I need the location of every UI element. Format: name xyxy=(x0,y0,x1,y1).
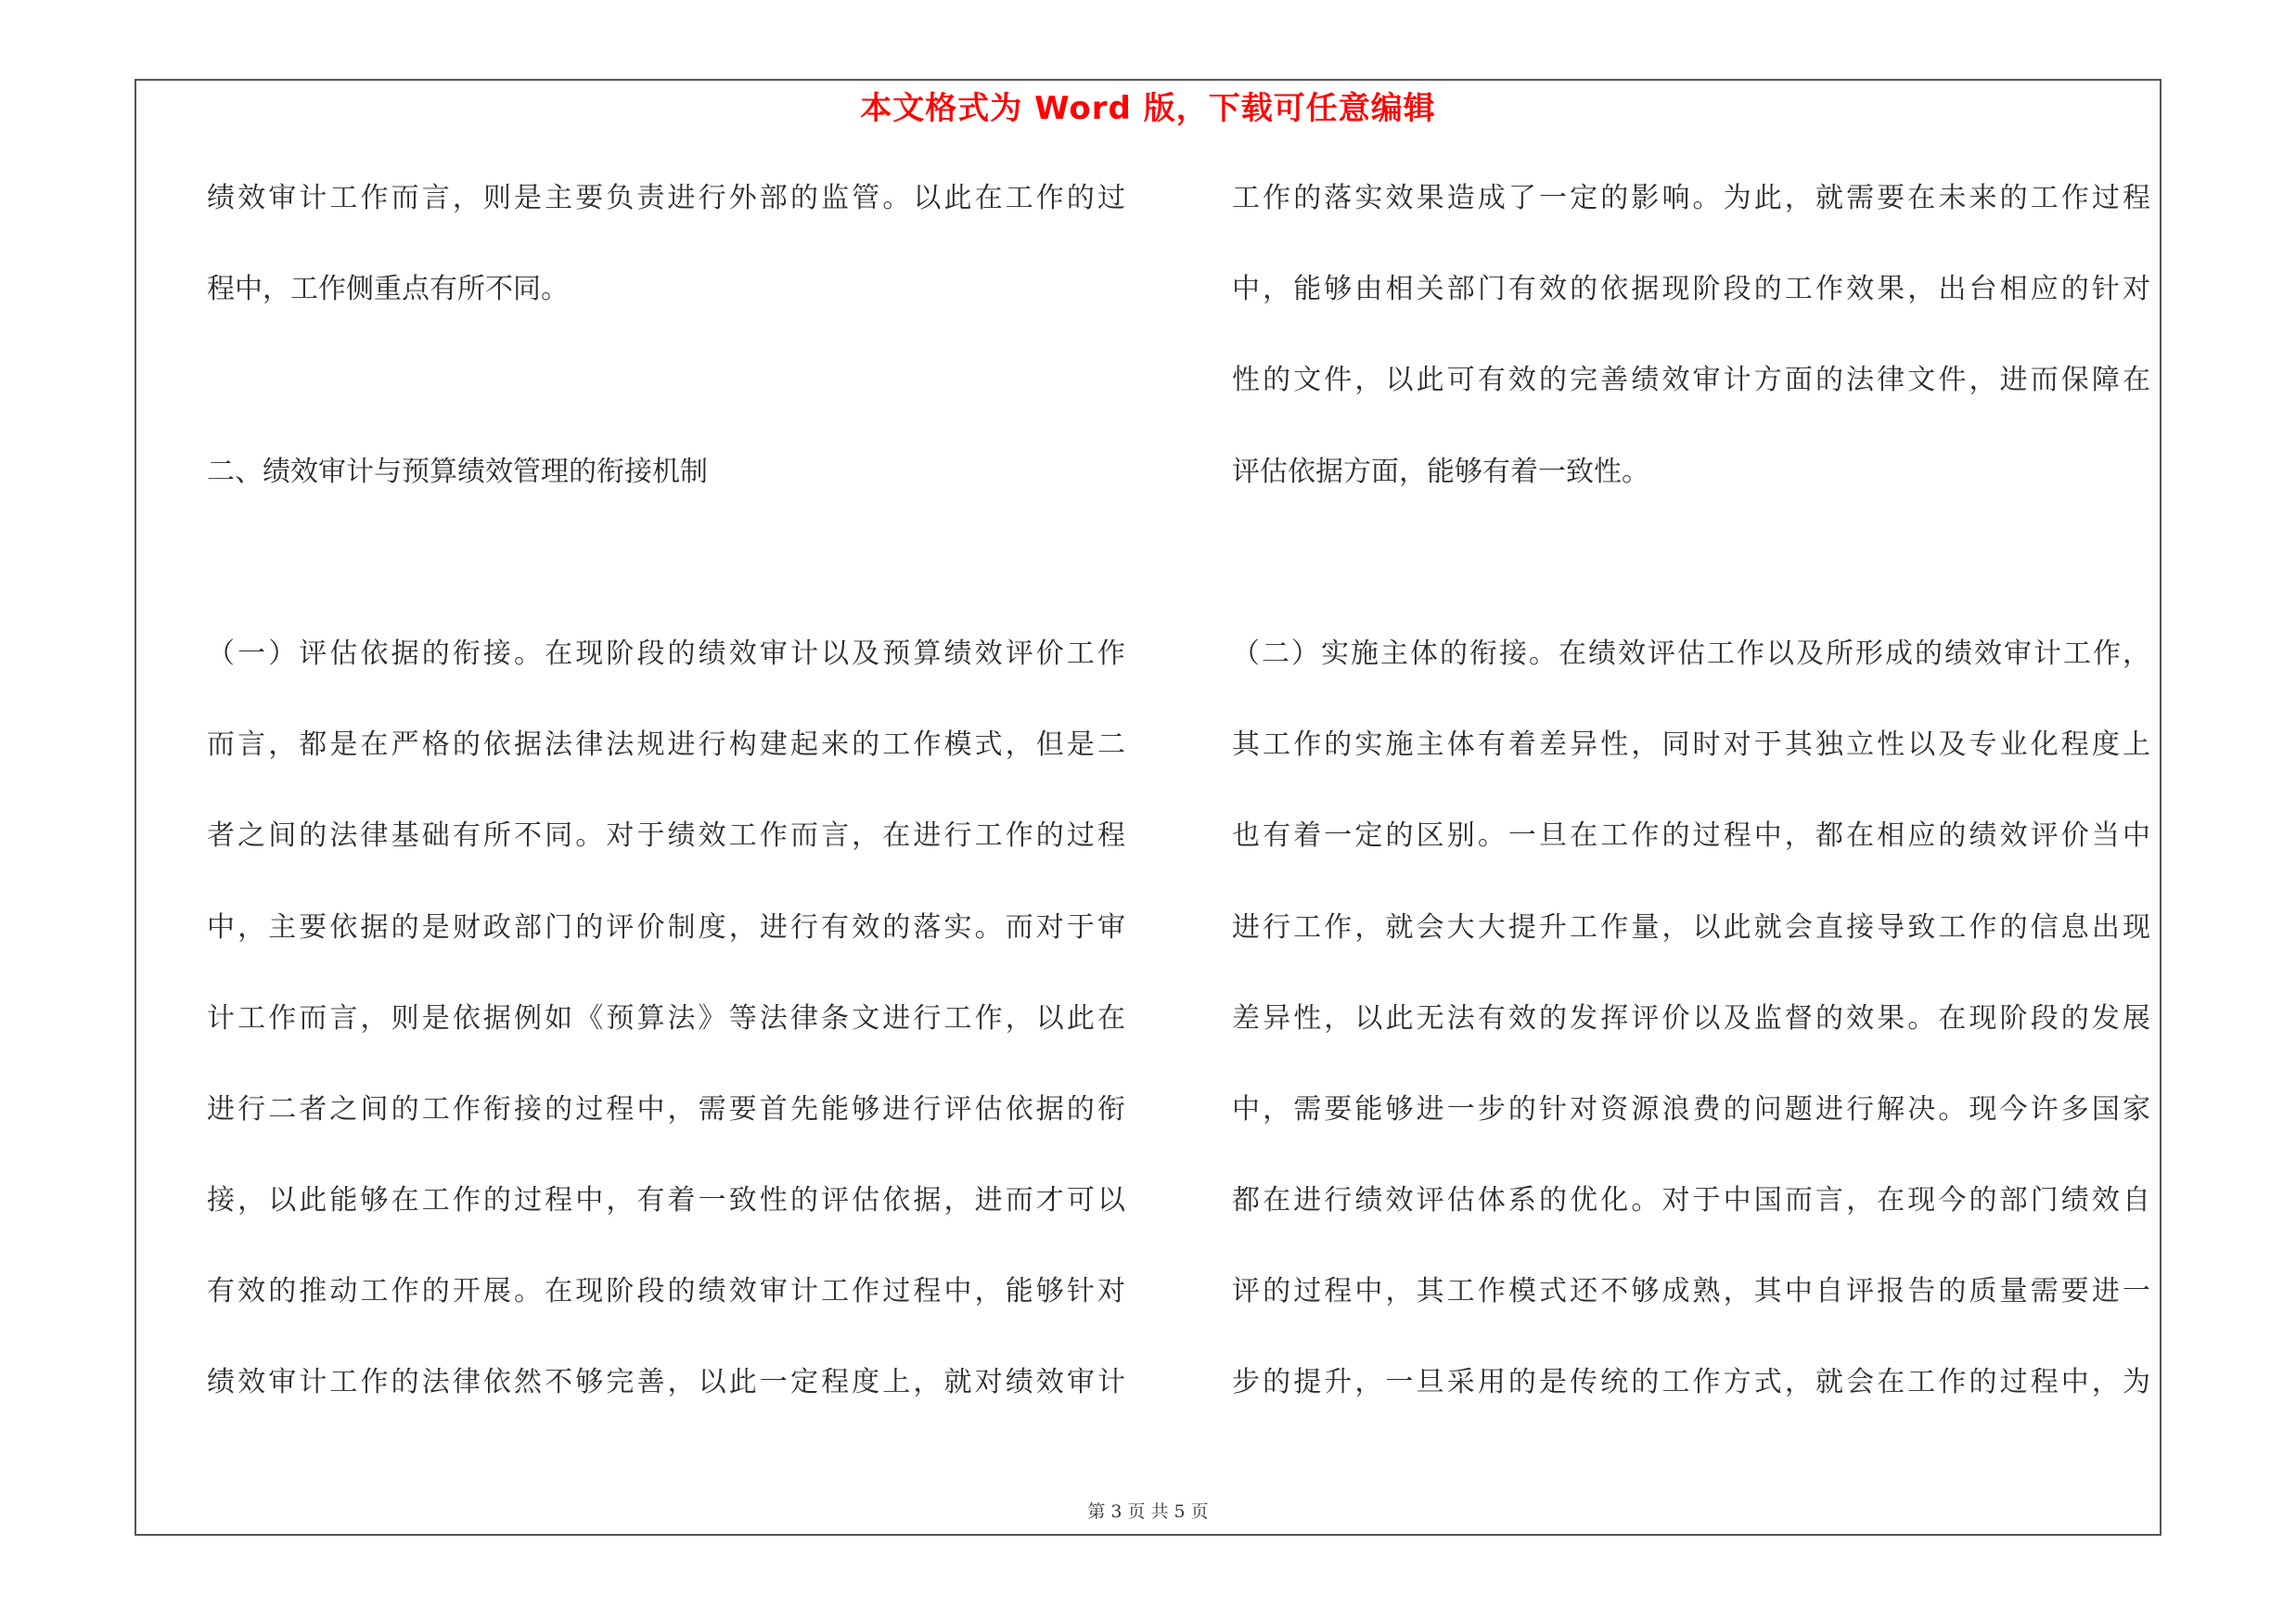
left-text-column xyxy=(207,184,1125,1460)
blank-line xyxy=(1232,548,2150,639)
text-line: 而言，都是在严格的依据法律法规进行构建起来的工作模式，但是二 xyxy=(207,728,1125,762)
text-line: 评的过程中，其工作模式还不够成熟，其中自评报告的质量需要进一 xyxy=(1232,1275,2150,1308)
text-line: （一）评估依据的衔接。在现阶段的绩效审计以及预算绩效评价工作 xyxy=(207,637,1125,670)
blank-line xyxy=(207,366,1125,457)
text-line: 性的文件，以此可有效的完善绩效审计方面的法律文件，进而保障在 xyxy=(1232,364,2150,397)
right-text-column xyxy=(1232,184,2150,1460)
format-banner: 本文格式为 Word 版，下载可任意编辑 xyxy=(860,90,1436,127)
text-line: 进行工作，就会大大提升工作量，以此就会直接导致工作的信息出现 xyxy=(1232,910,2150,944)
text-line: 进行二者之间的工作衔接的过程中，需要首先能够进行评估依据的衔 xyxy=(207,1092,1125,1126)
blank-line xyxy=(207,548,1125,639)
text-line: 中，主要依据的是财政部门的评价制度，进行有效的落实。而对于审 xyxy=(207,910,1125,944)
text-line: 二、绩效审计与预算绩效管理的衔接机制 xyxy=(207,455,708,488)
text-line: 程中，工作侧重点有所不同。 xyxy=(207,273,569,306)
text-line: 有效的推动工作的开展。在现阶段的绩效审计工作过程中，能够针对 xyxy=(207,1275,1125,1308)
text-line: 差异性，以此无法有效的发挥评价以及监督的效果。在现阶段的发展 xyxy=(1232,1001,2150,1035)
page-number-footer: 第 3 页 共 5 页 xyxy=(1087,1501,1209,1522)
text-line: 也有着一定的区别。一旦在工作的过程中，都在相应的绩效评价当中 xyxy=(1232,819,2150,853)
text-line: 都在进行绩效评估体系的优化。对于中国而言，在现今的部门绩效自 xyxy=(1232,1184,2150,1217)
text-line: 绩效审计工作的法律依然不够完善，以此一定程度上，就对绩效审计 xyxy=(207,1366,1125,1399)
text-line: 步的提升，一旦采用的是传统的工作方式，就会在工作的过程中，为 xyxy=(1232,1366,2150,1399)
text-line: 绩效审计工作而言，则是主要负责进行外部的监管。以此在工作的过 xyxy=(207,182,1125,214)
text-line: 评估依据方面，能够有着一致性。 xyxy=(1232,455,1649,488)
text-line: 中，能够由相关部门有效的依据现阶段的工作效果，出台相应的针对 xyxy=(1232,273,2150,306)
text-line: （二）实施主体的衔接。在绩效评估工作以及所形成的绩效审计工作， xyxy=(1232,637,2150,670)
text-line: 中，需要能够进一步的针对资源浪费的问题进行解决。现今许多国家 xyxy=(1232,1092,2150,1126)
text-line: 接，以此能够在工作的过程中，有着一致性的评估依据，进而才可以 xyxy=(207,1184,1125,1217)
text-line: 计工作而言，则是依据例如《预算法》等法律条文进行工作，以此在 xyxy=(207,1001,1125,1035)
text-line: 其工作的实施主体有着差异性，同时对于其独立性以及专业化程度上 xyxy=(1232,728,2150,762)
text-line: 工作的落实效果造成了一定的影响。为此，就需要在未来的工作过程 xyxy=(1232,182,2150,214)
text-line: 者之间的法律基础有所不同。对于绩效工作而言，在进行工作的过程 xyxy=(207,819,1125,853)
